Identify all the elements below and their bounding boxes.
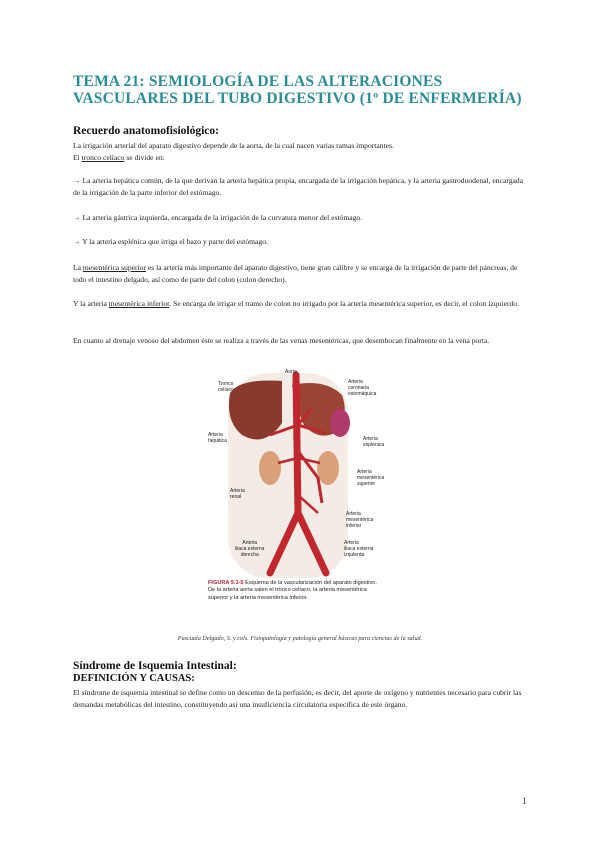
right-kidney-shape [259, 451, 281, 485]
paragraph-mesenterica-superior [73, 262, 529, 286]
label-coronaria: Arteria coronaria estomáquica [348, 379, 377, 397]
page-number: 1 [522, 796, 527, 806]
term-mesenterica-superior: mesentérica superior [82, 263, 146, 272]
subheading-definicion: DEFINICIÓN Y CAUSAS: [73, 673, 195, 684]
document-title: TEMA 21: SEMIOLOGÍA DE LAS ALTERACIONES VASCULARES DEL TUBO DIGESTIVO (1º DE ENFERMERÍA) [73, 73, 522, 107]
paragraph-irrigation: La irrigación arterial del aparato digestivo depende de la aorta, de la cual nacen varias ramas importantes. [73, 141, 394, 150]
term-mesenterica-inferior: mesentérica inferior [108, 299, 170, 308]
spleen-shape [330, 409, 350, 437]
bullet-gastrica: → La arteria gástrica izquierda, encargada de la irrigación de la curvatura menor del estómago. [73, 213, 363, 222]
paragraph-mesenterica-inferior [73, 298, 529, 310]
term-tronco-celiaco: tronco celíaco [81, 153, 125, 162]
text-fragment: La [73, 263, 83, 272]
label-hepatica: Arteria hepática [208, 432, 227, 444]
section-heading-isquemia: Síndrome de Isquemia Intestinal: [73, 660, 237, 672]
text-fragment: es la arteria más importante del aparato digestivo, tiene gran calibre y se encarga de la irrigación de parte del páncreas, de todo el intestino delgado, así como de parte del colon (colon derecho). [73, 263, 518, 284]
paragraph-definicion: El síndrome de isquemia intestinal se define como un descenso de la perfusión, es decir, del aporte de oxígeno y nutrientes necesario para cubrir las demandas metabólicas del intestino, constituyendo así una insuficiencia circulatoria específica de este órgano. [73, 688, 522, 709]
paragraph-drenaje-venoso: En cuanto al drenaje venoso del abdomen éste se realiza a través de las venas mesentéricas, que desembocan finalmente en la vena porta. [73, 336, 490, 345]
figure-caption-text: Esquema de la vascularización del aparato digestivo. De la arteria aorta salen el tronco celíaco, la arteria mesentérica superior y la arteria mesentérica inferior. [208, 580, 377, 601]
bullet-hepatica: → La arteria hepática común, de la que derivan la arteria hepática propia, encargada de la irrigación hepática, y la arteria gastroduodenal, encargada de la irrigación de la parte inferior del estómago. [73, 176, 524, 197]
label-aorta: Aorta [285, 369, 297, 375]
figure-caption [208, 580, 378, 602]
label-renal: Arteria renal [230, 488, 245, 500]
text-fragment: se divide en: [124, 153, 165, 162]
section-heading-anatomy: Recuerdo anatomofisiológico: [73, 125, 219, 137]
label-tronco-celiaco: Tronco celíaco [218, 381, 234, 393]
text-fragment: . Se encarga de irrigar el tramo de colon no irrigado por la arteria mesentérica superior, es decir, el colon izquierdo. [169, 299, 519, 308]
bullet-esplenica: → Y la arteria esplénica que irriga el bazo y parte del estómago. [73, 237, 268, 246]
text-fragment: Y la arteria [73, 299, 109, 308]
label-mesenterica-inferior: Arteria mesentérica inferior [346, 511, 374, 529]
left-kidney-shape [317, 451, 339, 485]
label-iliaca-derecha: Arteria iliaca externa derecha [235, 540, 265, 558]
paragraph-celiac [73, 152, 529, 164]
text-fragment: El [73, 153, 82, 162]
label-iliaca-izquierda: Arteria iliaca externa izquierda [344, 540, 374, 558]
label-esplenica: Arteria esplénica [363, 436, 385, 448]
figure-caption-label: FIGURA 9.1-5 [208, 580, 244, 586]
label-mesenterica-superior: Arteria mesentérica superior [357, 469, 385, 487]
figure-source: Pascuala Delgado, S. y cols. Fisiopatología y patología general básicas para ciencias de la salud. [177, 635, 423, 642]
